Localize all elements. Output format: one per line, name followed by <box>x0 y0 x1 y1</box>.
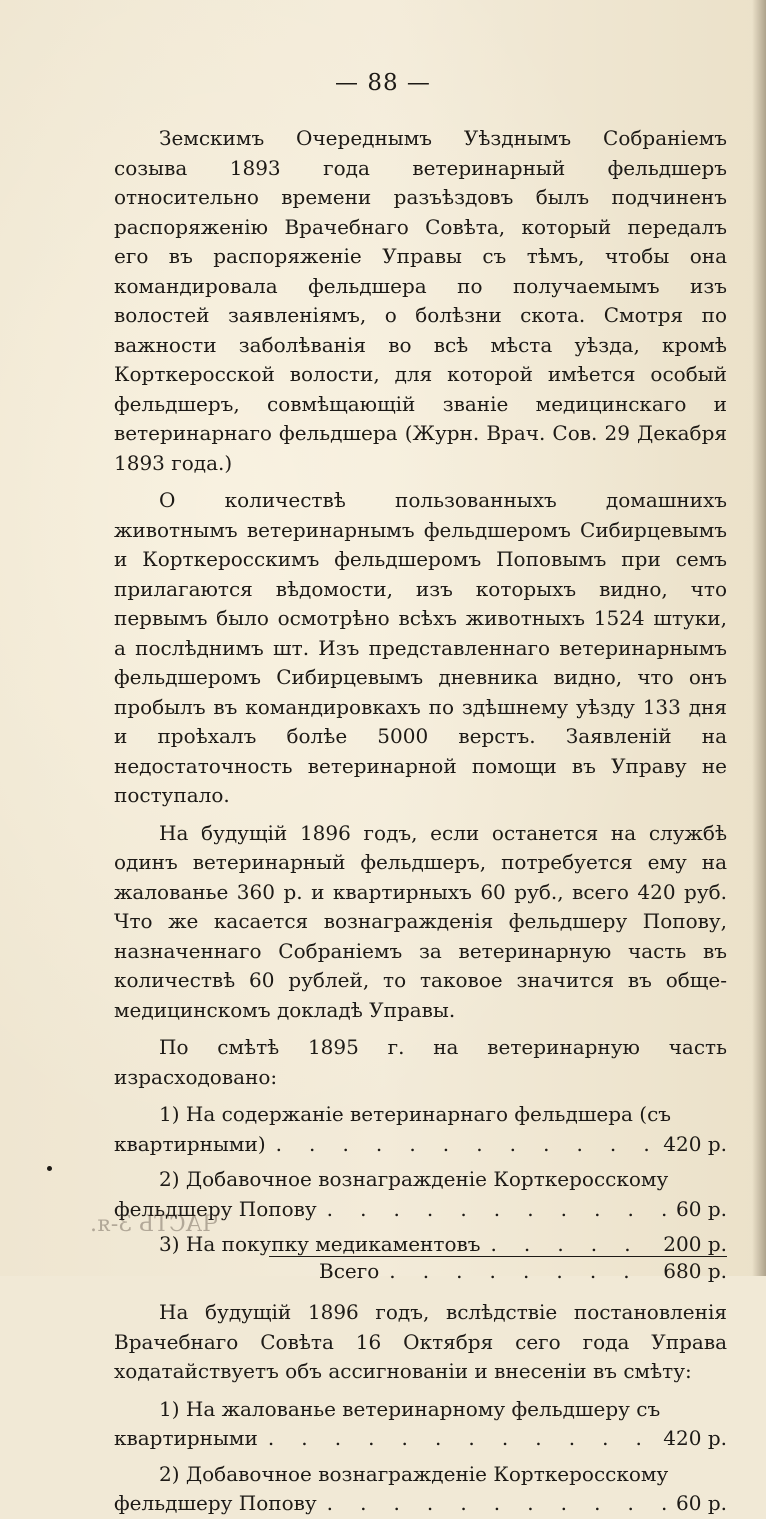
item-amount: 200 р. <box>663 1232 727 1256</box>
book-spine-shadow <box>752 0 766 1276</box>
dot-leader <box>389 1257 655 1287</box>
item-label: фельдшеру Попову <box>114 1196 317 1221</box>
estimate-1895-heading: По смѣтѣ 1895 г. на ветеринарную часть израсходовано: <box>114 1035 727 1089</box>
estimate-1895-item-1 <box>114 1100 727 1159</box>
dot-leader <box>490 1230 655 1260</box>
item-first-line: 1) На содержаніе ветеринарнаго фельдшера (съ <box>159 1102 672 1126</box>
paragraph-3: На будущій 1896 годъ, если останется на службѣ одинъ ветеринарный фельдшеръ, потребуется ему на жалованье 360 р. и квартирныхъ 60 руб., всего 420 руб. Что же касается вознагражденія фельдшеру Попову, назначеннаго Собраніемъ за ветеринарную часть въ количествѣ 60 рублей, то таковое значится въ обще-медицинскомъ докладѣ Управы. <box>114 820 727 1022</box>
paragraph-1: Земскимъ Очереднымъ Уѣзднымъ Собраніемъ созыва 1893 года ветеринарный фельдшеръ относительно времени разъѣздовъ былъ подчиненъ распоряженію Врачебнаго Совѣта, который передалъ его въ распоряженіе Управы съ тѣмъ, чтобы она командировала фельдшера по получаемымъ изъ волостей заявленіямъ, о болѣзни скота. Смотря по важности заболѣванія во всѣ мѣста уѣзда, кромѣ Корткеросской волости, для которой имѣется особый фельдшеръ, совмѣщающій званіе медицинскаго и ветеринарнаго фельдшера (Журн. Врач. Сов. 29 Декабря 1893 года.) <box>114 126 727 475</box>
ink-dot <box>47 1166 52 1171</box>
dot-leader <box>268 1424 655 1454</box>
item-label: квартирными) <box>114 1131 266 1156</box>
total-amount: 680 р. <box>663 1258 727 1283</box>
item-amount: 60 р. <box>676 1196 727 1221</box>
estimate-1895-total <box>114 1257 727 1287</box>
dot-leader <box>327 1489 668 1519</box>
page-text <box>114 124 727 1519</box>
item-label: квартирными <box>114 1426 258 1450</box>
item-first-line: 2) Добавочное вознагражденіе Корткеросскому <box>159 1461 669 1486</box>
plan-1896-paragraph: На будущій 1896 годъ, вслѣдствіе постановленія Врачебнаго Совѣта 16 Октября сего года Управа ходатайствуетъ объ ассигнованіи и внесеніи въ смѣту: <box>114 1300 727 1383</box>
item-amount: 420 р. <box>663 1131 727 1156</box>
item-amount: 420 р. <box>663 1426 727 1450</box>
item-label: фельдшеру Попову <box>114 1491 317 1515</box>
dot-leader <box>276 1130 656 1160</box>
item-label: 3) На покупку медикаментовъ <box>159 1232 481 1256</box>
bleed-through-text: ЧАСТЬ 3-я. <box>90 1212 220 1237</box>
page-number: — 88 — <box>335 70 431 96</box>
item-amount: 60 р. <box>676 1491 727 1515</box>
item-first-line: 2) Добавочное вознагражденіе Корткеросскому <box>159 1167 669 1191</box>
dot-leader <box>327 1195 668 1225</box>
total-label: Всего <box>319 1258 380 1283</box>
paragraph-2: О количествѣ пользованныхъ домашнихъ животнымъ ветеринарнымъ фельдшеромъ Сибирцевымъ и Корткеросскимъ фельдшеромъ Поповымъ при семъ прилагаются вѣдомости, изъ которыхъ видно, что первымъ было осмотрѣно всѣхъ животныхъ 1524 штуки, а послѣднимъ шт. Изъ представленнаго ветеринарнымъ фельдшеромъ Сибирцевымъ дневника видно, что онъ пробылъ въ командировкахъ по здѣшнему уѣзду 133 дня и проѣхалъ болѣе 5000 верстъ. Заявленій на недостаточность ветеринарной помощи въ Управу не поступало. <box>114 488 727 807</box>
plan-1896-item-1 <box>114 1395 727 1454</box>
item-first-line: 1) На жалованье ветеринарному фельдшеру съ <box>159 1396 661 1421</box>
plan-1896-item-2 <box>114 1460 727 1519</box>
